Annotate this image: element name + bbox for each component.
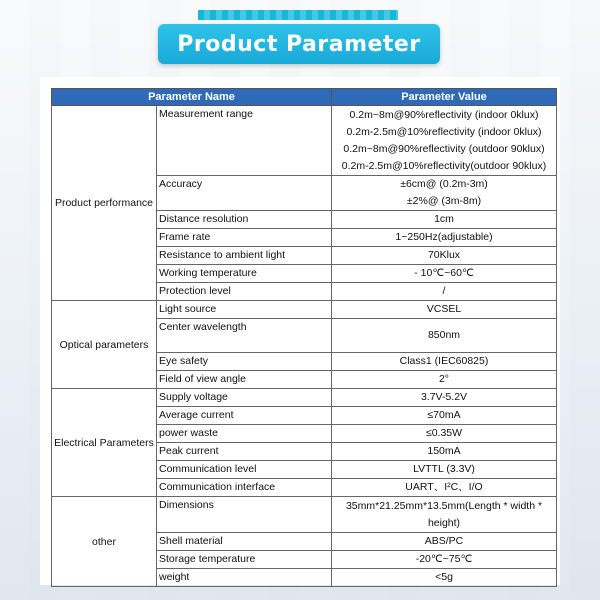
header-parameter-name: Parameter Name [52, 89, 332, 106]
parameter-value-cell [332, 425, 557, 443]
parameter-name-cell: Frame rate [157, 229, 332, 247]
parameter-value-cell [332, 443, 557, 461]
header-parameter-value: Parameter Value [332, 89, 557, 106]
parameter-name-cell: Peak current [157, 443, 332, 461]
parameter-value-line: VCSEL [426, 303, 462, 315]
table-row [52, 497, 557, 533]
parameter-value-line: 1cm [434, 213, 454, 225]
parameter-value-cell [332, 461, 557, 479]
parameter-value-cell [332, 533, 557, 551]
parameter-name-cell: Field of view angle [157, 371, 332, 389]
category-cell: Optical parameters [52, 301, 157, 389]
parameter-value-cell [332, 569, 557, 587]
category-cell: other [52, 497, 157, 587]
parameter-value-line: 850nm [427, 329, 461, 341]
parameter-value-line: 35mm*21.25mm*13.5mm(Length * width * [345, 499, 543, 512]
parameter-name-cell: Accuracy [157, 176, 332, 211]
parameter-name-cell: Dimensions [157, 497, 332, 533]
parameter-value-cell [332, 319, 557, 353]
decorative-strip [198, 10, 398, 20]
parameter-name-cell: Eye safety [157, 353, 332, 371]
parameter-value-cell [332, 229, 557, 247]
parameter-value-cell [332, 389, 557, 407]
parameter-value-line: UART、I²C、I/O [405, 481, 483, 493]
table-body [52, 106, 557, 587]
parameter-value-cell [332, 551, 557, 569]
parameter-value-line: ±2%@ (3m-8m) [406, 195, 482, 207]
parameter-name-cell: Center wavelength [157, 319, 332, 353]
page-title: Product Parameter [177, 31, 421, 57]
parameter-value-cell [332, 301, 557, 319]
parameter-value-cell [332, 371, 557, 389]
parameter-name-cell: Shell material [157, 533, 332, 551]
parameter-value-line: ≤0.35W [425, 427, 463, 439]
parameter-value-line: 0.2m~8m@90%reflectivity (outdoor 90klux) [343, 142, 545, 155]
table-row [52, 389, 557, 407]
parameter-value-cell [332, 479, 557, 497]
table-header-row [52, 89, 557, 106]
parameter-name-cell: Light source [157, 301, 332, 319]
parameter-name-cell: Average current [157, 407, 332, 425]
parameter-name-cell: weight [157, 569, 332, 587]
parameter-value-line: <5g [435, 571, 453, 583]
parameter-table [51, 88, 557, 587]
parameter-value-line: - 10℃~60℃ [414, 267, 474, 279]
parameter-name-cell: power waste [157, 425, 332, 443]
parameter-name-cell: Distance resolution [157, 211, 332, 229]
parameter-name-cell: Working temperature [157, 265, 332, 283]
parameter-value-line: -20℃~75℃ [415, 553, 473, 565]
category-cell: Electrical Parameters [52, 389, 157, 497]
parameter-value-line: / [442, 285, 446, 297]
parameter-value-cell [332, 176, 557, 211]
parameter-value-line: 1~250Hz(adjustable) [395, 231, 493, 243]
parameter-value-cell [332, 407, 557, 425]
parameter-name-cell: Communication interface [157, 479, 332, 497]
parameter-value-line: Class1 (IEC60825) [399, 355, 489, 367]
parameter-value-line: 0.2m-2.5m@10%reflectivity(outdoor 90klux) [341, 159, 547, 172]
parameter-value-line: 2° [438, 373, 450, 385]
parameter-value-cell [332, 247, 557, 265]
parameter-value-line: LVTTL (3.3V) [413, 463, 475, 475]
category-cell: Product performance [52, 106, 157, 301]
parameter-value-line: height) [427, 516, 461, 529]
parameter-value-line: 3.7V-5.2V [420, 391, 468, 403]
parameter-value-line: 0.2m-2.5m@10%reflectivity (indoor 0klux) [346, 125, 542, 138]
parameter-name-cell: Communication level [157, 461, 332, 479]
parameter-value-line: 70Klux [427, 249, 461, 261]
parameter-value-line: ±6cm@ (0.2m-3m) [400, 178, 488, 190]
table-row [52, 106, 557, 176]
parameter-value-cell [332, 211, 557, 229]
parameter-name-cell: Measurement range [157, 106, 332, 176]
parameter-value-line: ABS/PC [424, 535, 464, 547]
table-row [52, 301, 557, 319]
parameter-value-cell [332, 353, 557, 371]
parameter-value-line: 150mA [427, 445, 461, 457]
parameter-name-cell: Protection level [157, 283, 332, 301]
parameter-name-cell: Storage temperature [157, 551, 332, 569]
parameter-value-cell [332, 265, 557, 283]
parameter-value-cell [332, 106, 557, 176]
parameter-value-cell [332, 283, 557, 301]
parameter-name-cell: Resistance to ambient light [157, 247, 332, 265]
parameter-name-cell: Supply voltage [157, 389, 332, 407]
parameter-value-cell [332, 497, 557, 533]
parameter-value-line: 0.2m~8m@90%reflectivity (indoor 0klux) [349, 108, 539, 121]
parameter-value-line: ≤70mA [427, 409, 461, 421]
title-banner [158, 24, 440, 64]
